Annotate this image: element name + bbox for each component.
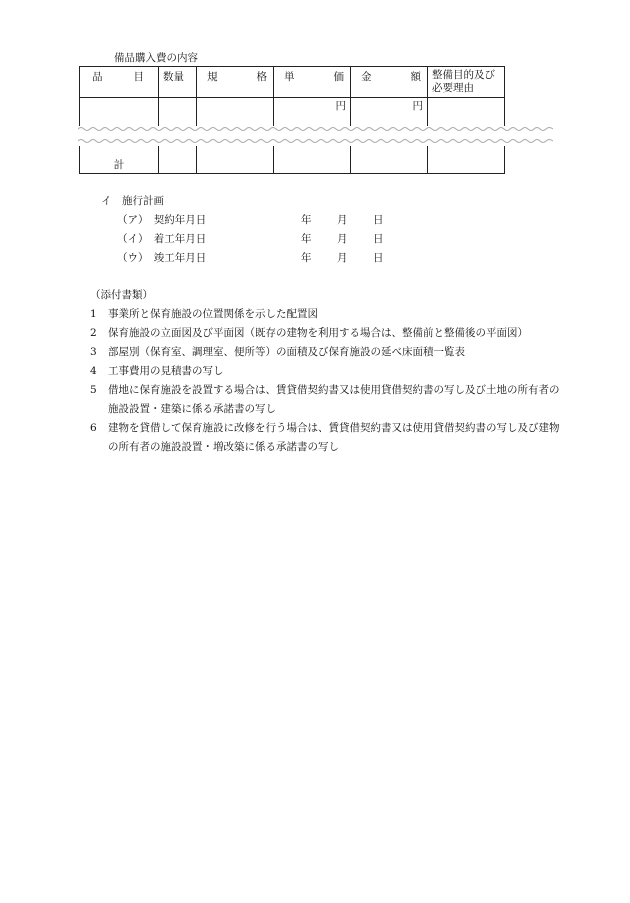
total-row [80, 146, 505, 174]
attachment-number: 4 [90, 365, 97, 377]
day-label: 日 [373, 252, 384, 264]
header-unit-price-char-1: 単 [284, 71, 295, 83]
header-spec [197, 67, 274, 98]
attachment-item [90, 324, 560, 343]
attachments-title: （添付書類） [90, 289, 153, 301]
attachment-item [90, 362, 560, 381]
cell-qty [159, 98, 197, 127]
amount-yen: 円 [412, 100, 423, 112]
schedule-title: イ 施行計画 [101, 195, 164, 207]
header-spec-char-1: 規 [207, 71, 218, 83]
header-qty: 数量 [159, 67, 197, 98]
cell-spec [197, 98, 274, 127]
header-amount-char-1: 金 [361, 71, 372, 83]
schedule-row-contract [117, 212, 409, 227]
day-label: 日 [373, 214, 384, 226]
month-label: 月 [337, 214, 348, 226]
attachment-text: 建物を貸借して保育施設に改修を行う場合は、賃貸借契約書又は使用貸借契約書の写し及び建物の所有者の施設設置・増改築に係る承諾書の写し [108, 422, 560, 453]
cell-item [80, 98, 159, 127]
year-label: 年 [301, 252, 312, 264]
schedule-label: （イ） 着工年月日 [117, 233, 207, 245]
equipment-table [79, 66, 505, 126]
attachment-text: 借地に保育施設を設置する場合は、賃貸借契約書又は使用貸借契約書の写し及び土地の所有者の施設設置・建築に係る承諾書の写し [108, 384, 560, 415]
day-label: 日 [373, 233, 384, 245]
header-spec-char-2: 格 [256, 71, 267, 83]
year-label: 年 [301, 233, 312, 245]
attachment-number: 3 [90, 346, 97, 358]
total-unit-price [274, 146, 351, 174]
attachment-text: 事業所と保育施設の位置関係を示した配置図 [108, 308, 318, 320]
month-label: 月 [337, 252, 348, 264]
schedule-row-completion [117, 250, 409, 265]
attachment-text: 工事費用の見積書の写し [108, 365, 224, 377]
attachment-text: 保育施設の立面図及び平面図（既存の建物を利用する場合は、整備前と整備後の平面図） [108, 327, 528, 339]
header-unit-price-char-2: 価 [333, 71, 344, 83]
year-label: 年 [301, 214, 312, 226]
header-item-char-2: 目 [133, 71, 144, 83]
header-item [80, 67, 159, 98]
total-qty [159, 146, 197, 174]
attachment-number: 6 [90, 422, 97, 434]
schedule-label: （ウ） 竣工年月日 [117, 252, 207, 264]
attachment-item [90, 419, 560, 457]
table-row [80, 98, 505, 127]
total-reason [428, 146, 505, 174]
cell-reason [428, 98, 505, 127]
attachment-number: 1 [90, 308, 97, 320]
cell-unit-price [274, 98, 351, 127]
table-break-marks [78, 123, 553, 147]
attachment-item [90, 343, 560, 362]
attachment-number: 5 [90, 384, 97, 396]
header-amount [351, 67, 428, 98]
total-amount [351, 146, 428, 174]
attachment-number: 2 [90, 327, 97, 339]
equipment-table-total [79, 146, 505, 174]
attachment-item [90, 381, 560, 419]
header-unit-price [274, 67, 351, 98]
unit-price-yen: 円 [335, 100, 346, 112]
schedule-row-start [117, 231, 409, 246]
header-amount-char-2: 額 [410, 71, 421, 83]
month-label: 月 [337, 233, 348, 245]
total-label: 計 [80, 146, 159, 174]
header-item-char-1: 品 [92, 71, 103, 83]
header-reason: 整備目的及び必要理由 [428, 67, 505, 98]
cell-amount [351, 98, 428, 127]
attachments-section [90, 286, 560, 457]
total-spec [197, 146, 274, 174]
attachment-item [90, 305, 560, 324]
schedule-label: （ア） 契約年月日 [117, 214, 207, 226]
table-caption: 備品購入費の内容 [114, 52, 198, 64]
table-header-row [80, 67, 505, 98]
attachment-text: 部屋別（保育室、調理室、便所等）の面積及び保育施設の延べ床面積一覧表 [108, 346, 465, 358]
